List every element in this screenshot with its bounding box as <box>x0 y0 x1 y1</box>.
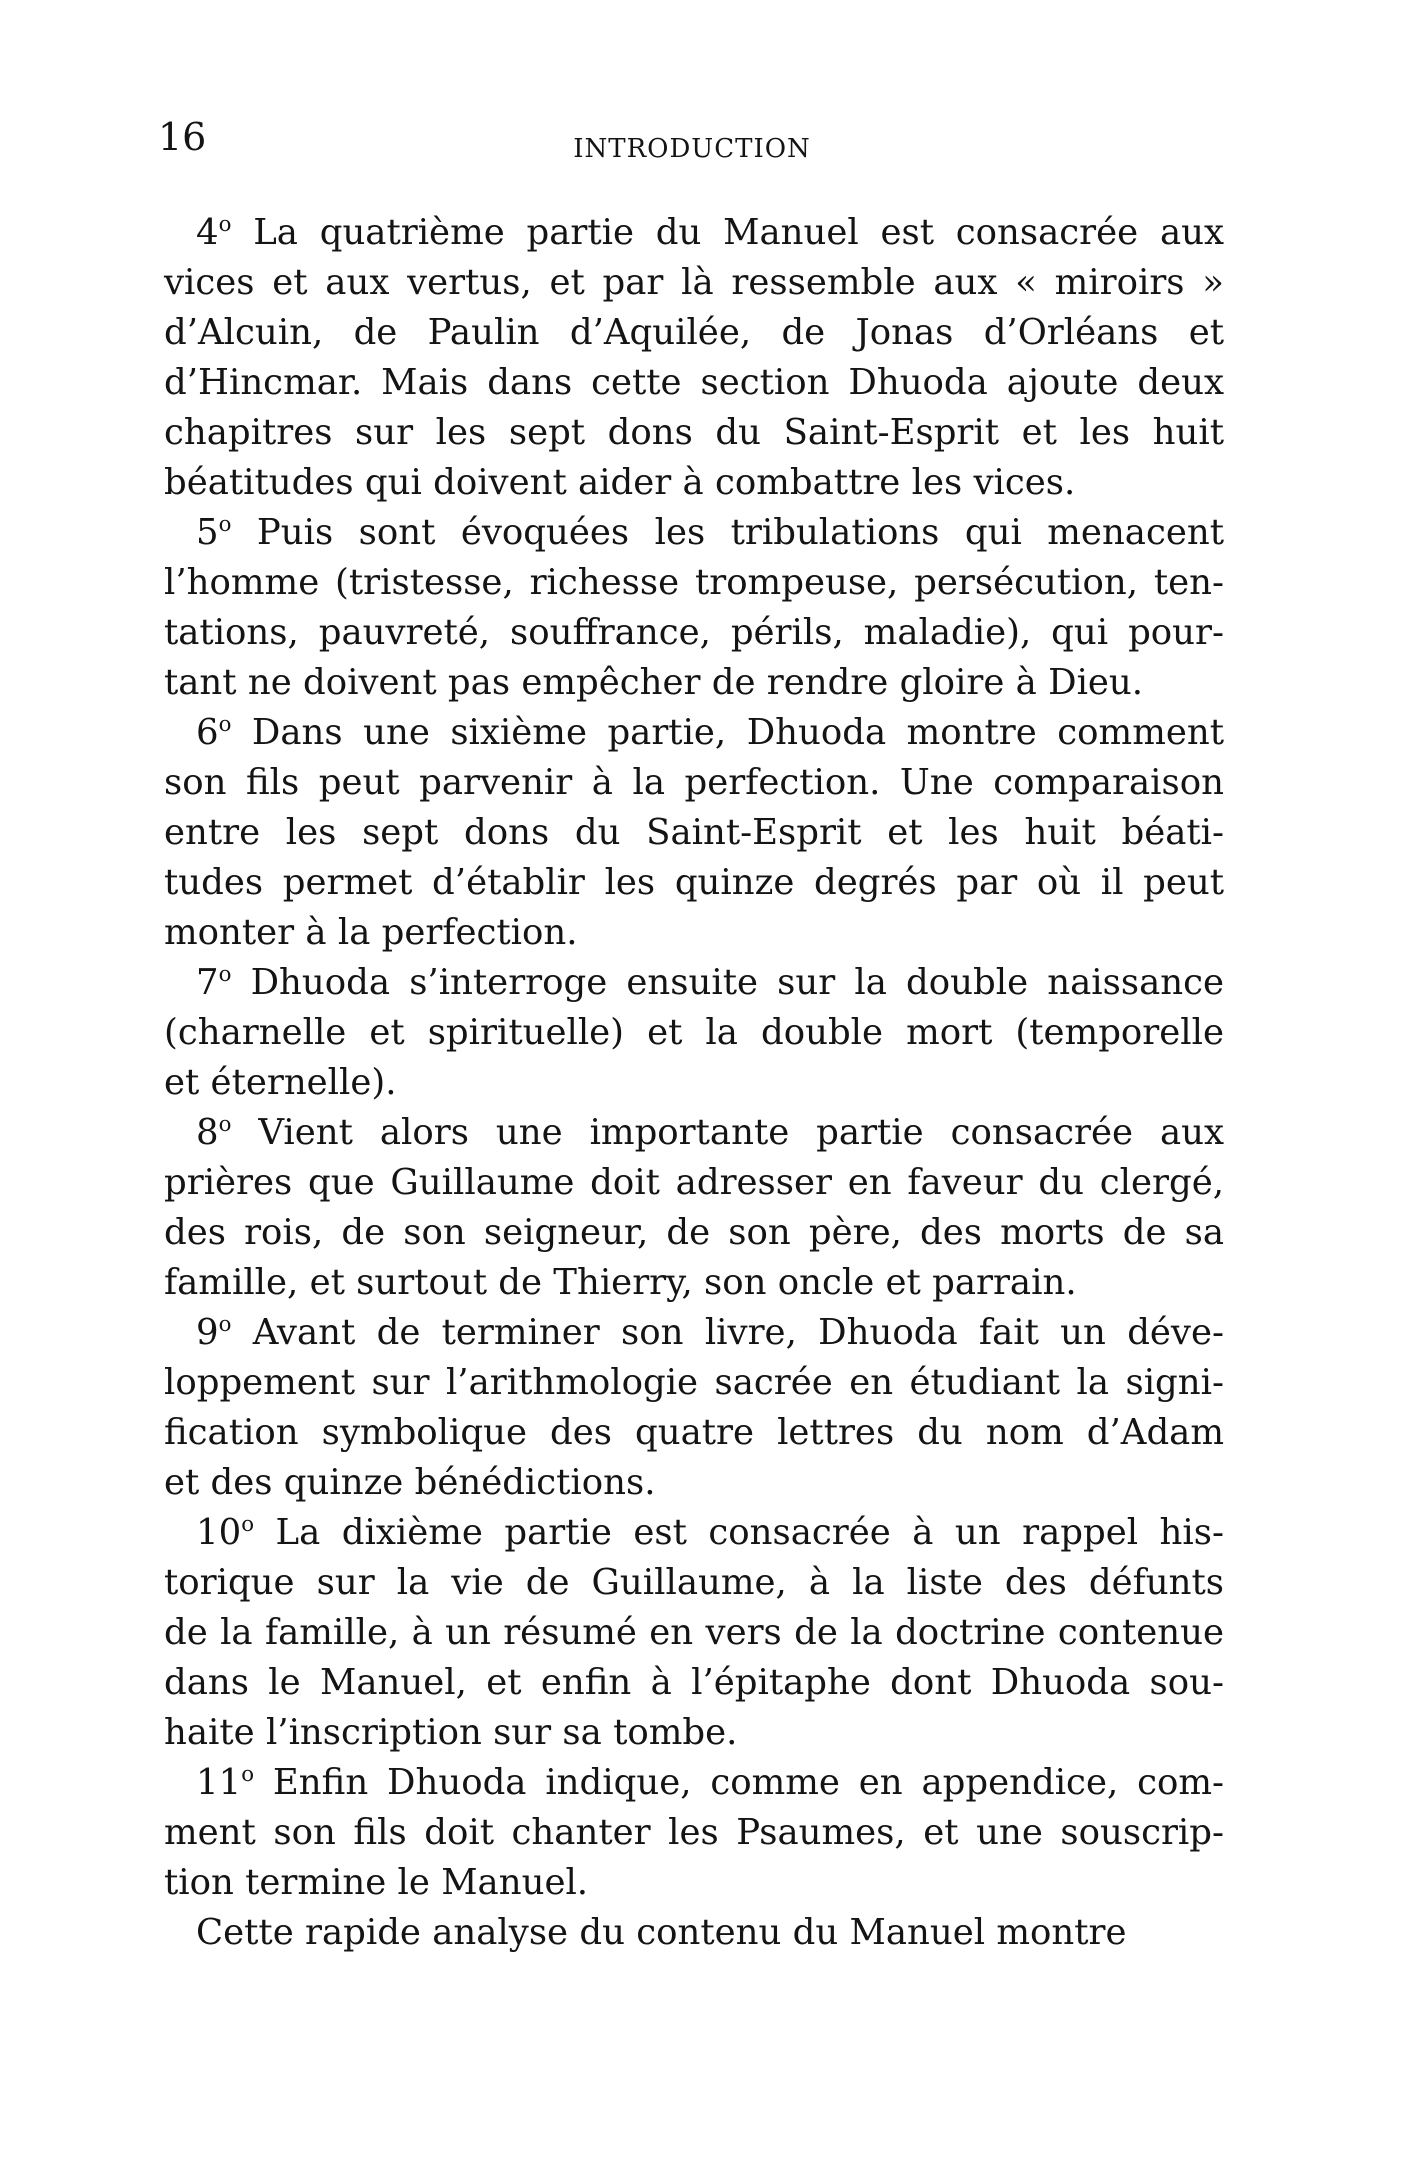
text-line <box>164 758 1224 808</box>
ordinal-mark: o <box>241 1762 255 1788</box>
line-text: Dans une sixième partie, Dhuoda montre comment <box>231 712 1224 753</box>
text-line <box>164 808 1224 858</box>
line-text: tant ne doivent pas empêcher de rendre gloire à Dieu. <box>164 662 1144 703</box>
line-text: son fils peut parvenir à la perfection. Une comparaison <box>164 762 1224 803</box>
ordinal-mark: o <box>218 962 232 988</box>
ordinal-mark: o <box>218 212 232 238</box>
line-text: La quatrième partie du Manuel est consacrée aux <box>231 212 1224 253</box>
line-text: torique sur la vie de Guillaume, à la liste des défunts <box>164 1562 1224 1603</box>
text-line <box>164 1358 1224 1408</box>
text-line <box>164 1858 1224 1908</box>
text-line <box>164 1658 1224 1708</box>
text-line <box>164 908 1224 958</box>
ordinal-mark: o <box>218 1112 232 1138</box>
paragraph <box>164 708 1224 958</box>
paragraph <box>164 958 1224 1108</box>
paragraph <box>164 208 1224 508</box>
section-number: 5 <box>196 512 219 553</box>
text-line <box>164 1558 1224 1608</box>
paragraph <box>164 1508 1224 1758</box>
line-text: monter à la perfection. <box>164 912 578 953</box>
line-text: (charnelle et spirituelle) et la double mort (temporelle <box>164 1012 1224 1053</box>
text-line <box>164 1058 1224 1108</box>
text-line <box>164 1458 1224 1508</box>
text-line <box>164 1208 1224 1258</box>
ordinal-mark: o <box>218 712 232 738</box>
line-text: Puis sont évoquées les tribulations qui menacent <box>231 512 1224 553</box>
section-number: 4 <box>196 212 219 253</box>
line-text: béatitudes qui doivent aider à combattre les vices. <box>164 462 1076 503</box>
line-text: La dixième partie est consacrée à un rappel his- <box>254 1512 1224 1553</box>
line-text: Dhuoda s’interroge ensuite sur la double naissance <box>231 962 1224 1003</box>
line-text: vices et aux vertus, et par là ressemble aux « miroirs » <box>164 262 1224 303</box>
text-line <box>164 558 1224 608</box>
text-line <box>164 308 1224 358</box>
text-line <box>164 208 1224 258</box>
text-line <box>164 508 1224 558</box>
line-text: Avant de terminer son livre, Dhuoda fait un déve- <box>231 1312 1224 1353</box>
text-line <box>164 1108 1224 1158</box>
line-text: Enfin Dhuoda indique, comme en appendice, com- <box>254 1762 1224 1803</box>
line-text: tudes permet d’établir les quinze degrés par où il peut <box>164 862 1224 903</box>
line-text: et éternelle). <box>164 1062 397 1103</box>
text-line <box>164 1758 1224 1808</box>
text-line <box>164 858 1224 908</box>
section-number: 8 <box>196 1112 219 1153</box>
text-line <box>164 1258 1224 1308</box>
running-title: INTRODUCTION <box>573 134 811 164</box>
line-text: d’Alcuin, de Paulin d’Aquilée, de Jonas d’Orléans et <box>164 312 1224 353</box>
line-text: loppement sur l’arithmologie sacrée en étudiant la signi- <box>164 1362 1224 1403</box>
line-text: tion termine le Manuel. <box>164 1862 589 1903</box>
text-line <box>164 1408 1224 1458</box>
text-line <box>164 1308 1224 1358</box>
line-text: de la famille, à un résumé en vers de la doctrine contenue <box>164 1612 1224 1653</box>
ordinal-mark: o <box>241 1512 255 1538</box>
paragraph <box>164 508 1224 708</box>
section-number: 7 <box>196 962 219 1003</box>
text-line <box>164 258 1224 308</box>
text-line <box>164 1908 1224 1958</box>
paragraph <box>164 1308 1224 1508</box>
line-text: haite l’inscription sur sa tombe. <box>164 1712 738 1753</box>
line-text: et des quinze bénédictions. <box>164 1462 656 1503</box>
line-text: dans le Manuel, et enfin à l’épitaphe dont Dhuoda sou- <box>164 1662 1224 1703</box>
text-line <box>164 408 1224 458</box>
text-line <box>164 708 1224 758</box>
page-header <box>158 115 1226 178</box>
text-line <box>164 1608 1224 1658</box>
line-text: d’Hincmar. Mais dans cette section Dhuoda ajoute deux <box>164 362 1224 403</box>
text-line <box>164 1158 1224 1208</box>
line-text: entre les sept dons du Saint-Esprit et les huit béati- <box>164 812 1224 853</box>
text-line <box>164 458 1224 508</box>
paragraph <box>164 1758 1224 1908</box>
section-number: 9 <box>196 1312 219 1353</box>
ordinal-mark: o <box>218 512 232 538</box>
line-text: ment son fils doit chanter les Psaumes, et une souscrip- <box>164 1812 1224 1853</box>
line-text: chapitres sur les sept dons du Saint-Esprit et les huit <box>164 412 1224 453</box>
text-line <box>164 958 1224 1008</box>
line-text: Vient alors une importante partie consacrée aux <box>231 1112 1224 1153</box>
text-line <box>164 1808 1224 1858</box>
line-text: prières que Guillaume doit adresser en faveur du clergé, <box>164 1162 1224 1203</box>
body-text <box>164 208 1224 1958</box>
section-number: 6 <box>196 712 219 753</box>
line-text: l’homme (tristesse, richesse trompeuse, persécution, ten- <box>164 562 1224 603</box>
line-text: fication symbolique des quatre lettres du nom d’Adam <box>164 1412 1224 1453</box>
text-line <box>164 608 1224 658</box>
section-number: 10 <box>196 1512 242 1553</box>
text-line <box>164 1708 1224 1758</box>
section-number: 11 <box>196 1762 242 1803</box>
line-text: des rois, de son seigneur, de son père, des morts de sa <box>164 1212 1224 1253</box>
text-line <box>164 658 1224 708</box>
paragraph <box>164 1108 1224 1308</box>
text-line <box>164 1008 1224 1058</box>
text-line <box>164 358 1224 408</box>
line-text: Cette rapide analyse du contenu du Manuel montre <box>196 1912 1127 1953</box>
ordinal-mark: o <box>218 1312 232 1338</box>
line-text: famille, et surtout de Thierry, son oncle et parrain. <box>164 1262 1077 1303</box>
page-number: 16 <box>158 115 207 159</box>
paragraph <box>164 1908 1224 1958</box>
text-line <box>164 1508 1224 1558</box>
line-text: tations, pauvreté, souffrance, périls, maladie), qui pour- <box>164 612 1224 653</box>
